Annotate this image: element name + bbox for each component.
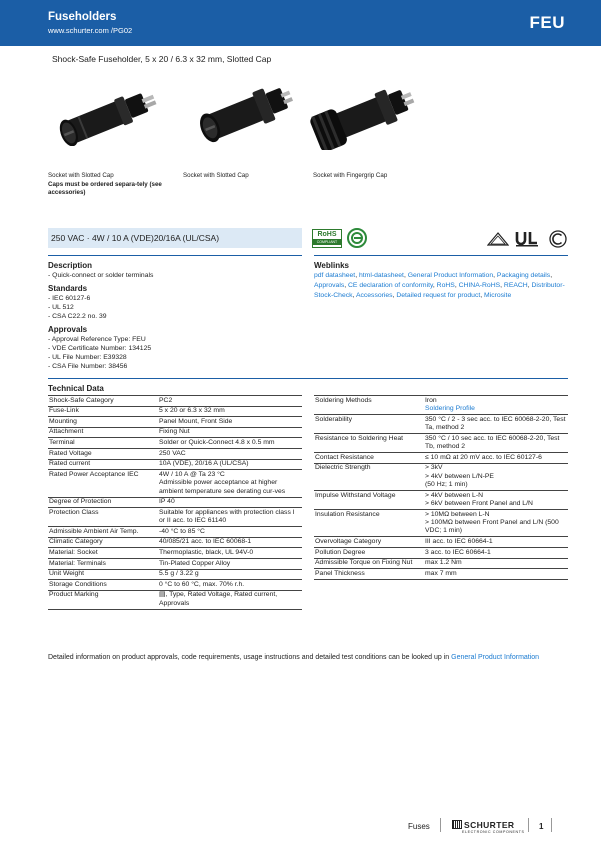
footer-divider (551, 818, 552, 832)
spec-value-line: > 100MΩ between Front Panel and L/N (500 VDC; 1 min) (425, 519, 559, 535)
spec-value (158, 580, 302, 591)
spec-value-line: (50 Hz; 1 min) (425, 481, 468, 488)
spec-label: Panel Thickness (314, 569, 424, 580)
spec-value (424, 463, 568, 490)
spec-label: Shock-Safe Category (48, 396, 158, 407)
spec-label: Resistance to Soldering Heat (314, 434, 424, 453)
standards-heading: Standards (48, 284, 88, 293)
table-row (48, 396, 302, 407)
table-row (48, 459, 302, 470)
weblink-detailed-request[interactable]: Detailed request for product (396, 292, 481, 299)
spec-value (158, 497, 302, 508)
spec-value-line: > 4kV between L/N-PE (425, 472, 494, 480)
table-row (314, 569, 568, 580)
table-row (48, 548, 302, 559)
spec-value-line: > 6kV between Front Panel and L/N (425, 500, 533, 507)
spec-value-line: Suitable for appliances with protection class I or II acc. to IEC 61140 (159, 508, 295, 525)
approvals-heading: Approvals (48, 325, 88, 334)
spec-value-line: III acc. to IEC 60664-1 (425, 538, 493, 545)
spec-label: Material: Terminals (48, 558, 158, 569)
divider-right (314, 255, 568, 256)
spec-value (158, 448, 302, 459)
spec-value (424, 569, 568, 580)
table-row (48, 569, 302, 580)
spec-label: Terminal (48, 438, 158, 449)
weblink-ce-declaration[interactable]: CE declaration of conformity (348, 282, 433, 289)
weblink-china-rohs[interactable]: CHINA-RoHS (458, 282, 501, 289)
table-row (314, 453, 568, 464)
product-caption-1: Socket with Slotted Cap Caps must be ordered separa-tely (see accessories) (48, 172, 173, 198)
weblink-microsite[interactable]: Microsite (484, 292, 512, 299)
product-caption-2: Socket with Slotted Cap (183, 172, 249, 179)
spec-value-line: 10A (VDE), 20/16 A (UL/CSA) (159, 460, 249, 468)
spec-label: Rated current (48, 459, 158, 470)
grid-logo-icon (452, 820, 462, 829)
table-row (314, 548, 568, 559)
table-row (314, 491, 568, 510)
table-row (48, 470, 302, 497)
spec-value (158, 527, 302, 538)
table-row (314, 558, 568, 569)
rating-bar (48, 228, 302, 248)
page-header (0, 0, 601, 46)
spec-value (424, 415, 568, 434)
spec-label: Storage Conditions (48, 580, 158, 591)
list-item: - UL File Number: E39328 (48, 354, 127, 361)
header-category: Fuseholders (48, 11, 117, 23)
table-row (48, 537, 302, 548)
china-rohs-icon (347, 228, 367, 248)
footer-divider (440, 818, 441, 832)
weblink-accessories[interactable]: Accessories (355, 292, 393, 299)
spec-label: Material: Socket (48, 548, 158, 559)
vde-approval-icon (487, 232, 509, 246)
weblink-html-datasheet[interactable]: html-datasheet (358, 272, 404, 279)
footnote-link[interactable]: General Product Information (451, 654, 540, 661)
spec-value (158, 417, 302, 428)
spec-value (158, 438, 302, 449)
footer-brand-logo (452, 820, 525, 834)
spec-value (158, 396, 302, 407)
technical-table-right (314, 395, 568, 580)
rohs-badge: RoHS COMPLIANT (312, 229, 342, 248)
weblinks-heading: Weblinks (314, 261, 349, 270)
spec-value-line: ▤, Type, Rated Voltage, Rated current, Approvals (159, 591, 278, 607)
product-image-slotted-cap-2 (188, 84, 296, 146)
description-list (48, 271, 153, 280)
spec-value-line: 350 °C / 10 sec acc. to IEC 60068-2-20, Test Tb, method 2 (425, 434, 560, 450)
spec-value (158, 406, 302, 417)
table-row (48, 438, 302, 449)
weblink-distributor-stock-check[interactable]: Distributor-Stock-Check (314, 282, 565, 299)
spec-value-line: 0 °C to 60 °C, max. 70% r.h. (159, 580, 245, 588)
table-row (48, 406, 302, 417)
spec-label: Degree of Protection (48, 497, 158, 508)
product-caption-3: Socket with Fingergrip Cap (313, 172, 388, 179)
spec-value-line: 40/085/21 acc. to IEC 60068-1 (159, 538, 252, 546)
spec-label: Climatic Category (48, 537, 158, 548)
spec-label: Impulse Withstand Voltage (314, 491, 424, 510)
spec-value-line: Iron (425, 396, 437, 404)
spec-value-line: 350 °C / 2 - 3 sec acc. to IEC 60068-2-20, Test Ta, method 2 (425, 415, 566, 431)
spec-label: Admissible Ambient Air Temp. (48, 527, 158, 538)
soldering-profile-link[interactable]: Soldering Profile (425, 405, 475, 412)
spec-value-line: IP 40 (159, 498, 175, 506)
spec-value (158, 537, 302, 548)
spec-value (424, 491, 568, 510)
spec-value (424, 396, 568, 415)
weblink-general-product-information[interactable]: General Product Information (407, 272, 494, 279)
list-item: - Approval Reference Type: FEU (48, 336, 146, 343)
divider-technical (48, 378, 568, 379)
table-row (48, 448, 302, 459)
spec-value-line: > 10MΩ between L-N (425, 510, 490, 518)
table-row (48, 580, 302, 591)
ul-recognized-icon (514, 230, 546, 248)
weblink-reach[interactable]: REACH (503, 282, 528, 289)
list-item: - CSA C22.2 no. 39 (48, 313, 107, 320)
table-row (314, 434, 568, 453)
table-row (48, 417, 302, 428)
product-caption-1-note: Caps must be ordered separa-tely (see accessories) (48, 180, 162, 196)
spec-value-line: Thermoplastic, black, UL 94V-0 (159, 548, 254, 556)
table-row (314, 537, 568, 548)
table-row (314, 396, 568, 415)
spec-label: Rated Voltage (48, 448, 158, 459)
csa-certified-icon (549, 230, 567, 248)
spec-label: Mounting (48, 417, 158, 428)
spec-value-line: 3 acc. to IEC 60664-1 (425, 548, 491, 556)
spec-value (158, 590, 302, 609)
list-item: - Quick-connect or solder terminals (48, 272, 154, 279)
spec-value-line: 4W / 10 A @ Ta 23 °C (159, 470, 225, 478)
table-row (48, 527, 302, 538)
description-heading: Description (48, 261, 93, 270)
spec-value-line: 250 VAC (159, 449, 186, 457)
standards-list (48, 294, 107, 321)
footnote-text: Detailed information on product approvals, code requirements, usage instructions and detailed test conditions can be looked up in (48, 654, 452, 661)
weblink-pdf-datasheet[interactable]: pdf datasheet (314, 272, 356, 279)
footer-page-number: 1 (539, 822, 544, 831)
spec-value-line: 5 x 20 or 6.3 x 32 mm (159, 407, 225, 415)
table-row (314, 463, 568, 490)
spec-label: Unit Weight (48, 569, 158, 580)
spec-value (424, 548, 568, 559)
spec-label: Product Marking (48, 590, 158, 609)
spec-value (158, 558, 302, 569)
spec-value-line: max 7 mm (425, 569, 457, 577)
list-item: - IEC 60127-6 (48, 295, 91, 302)
spec-label: Attachment (48, 427, 158, 438)
spec-value-line: Tin-Plated Copper Alloy (159, 559, 231, 567)
list-item: - CSA File Number: 38456 (48, 363, 128, 370)
spec-label: Overvoltage Category (314, 537, 424, 548)
technical-heading: Technical Data (48, 384, 104, 393)
spec-value-line: 5.5 g / 3.22 g (159, 570, 199, 578)
spec-value (424, 434, 568, 453)
footer-divider (528, 818, 529, 832)
list-item: - UL 512 (48, 304, 74, 311)
spec-value (158, 548, 302, 559)
spec-value (158, 459, 302, 470)
spec-value (424, 510, 568, 537)
approvals-list (48, 335, 151, 371)
spec-label: Rated Power Acceptance IEC (48, 470, 158, 497)
footer-brand-sub: ELECTRONIC COMPONENTS (462, 830, 525, 834)
product-image-fingergrip-cap (306, 84, 418, 150)
spec-value (424, 453, 568, 464)
spec-label: Dielectric Strength (314, 463, 424, 490)
spec-label: Admissible Torque on Fixing Nut (314, 558, 424, 569)
spec-value-line: > 4kV between L-N (425, 491, 483, 499)
header-url[interactable]: www.schurter.com /PG02 (48, 26, 133, 35)
header-product-code: FEU (529, 13, 565, 32)
spec-value-line: -40 °C to 85 °C (159, 527, 205, 535)
spec-value-line: > 3kV (425, 464, 443, 472)
spec-value (424, 537, 568, 548)
spec-label: Contact Resistance (314, 453, 424, 464)
footnote (48, 653, 568, 663)
table-row (48, 558, 302, 569)
table-row (48, 508, 302, 527)
spec-value-line: Admissible power acceptance at higher ambient temperature see derating cur-ves (159, 479, 286, 495)
spec-value-line: PC2 (159, 396, 173, 404)
spec-label: Insulation Resistance (314, 510, 424, 537)
list-item: - VDE Certificate Number: 134125 (48, 345, 152, 352)
weblink-approvals[interactable]: Approvals (314, 282, 345, 289)
weblink-packaging-details[interactable]: Packaging details (496, 272, 551, 279)
footer-brand: SCHURTER (464, 820, 515, 830)
table-row (314, 415, 568, 434)
spec-label: Pollution Degree (314, 548, 424, 559)
weblink-rohs[interactable]: RoHS (436, 282, 455, 289)
divider-left (48, 255, 302, 256)
table-row (48, 497, 302, 508)
spec-value (158, 470, 302, 497)
spec-value-line: max 1.2 Nm (425, 559, 462, 567)
table-row (314, 510, 568, 537)
spec-value (158, 427, 302, 438)
spec-label: Protection Class (48, 508, 158, 527)
spec-value-line: Solder or Quick-Connect 4.8 x 0.5 mm (159, 438, 275, 446)
spec-value (158, 569, 302, 580)
weblinks-list: pdf datasheet, html-datasheet, General Product Information, Packaging details, Approvals, CE declaration of conformity, RoHS, CHINA-RoHS, REACH, Distributor-Stock-Check, Accessories, Detailed request for product, Microsite (314, 272, 565, 299)
spec-label: Soldering Methods (314, 396, 424, 415)
page-subtitle: Shock-Safe Fuseholder, 5 x 20 / 6.3 x 32 mm, Slotted Cap (52, 54, 272, 64)
product-image-slotted-cap-1 (50, 88, 162, 146)
spec-value (424, 558, 568, 569)
spec-value-line: Fixing Nut (159, 428, 190, 436)
table-row (48, 590, 302, 609)
table-row (48, 427, 302, 438)
spec-value (158, 508, 302, 527)
rating-text: 250 VAC · 4W / 10 A (VDE)20/16A (UL/CSA) (51, 233, 220, 243)
spec-label: Fuse-Link (48, 406, 158, 417)
technical-table-left (48, 395, 302, 610)
spec-value-line: ≤ 10 mΩ at 20 mV acc. to IEC 60127-6 (425, 453, 542, 461)
spec-label: Solderability (314, 415, 424, 434)
spec-value-line: Panel Mount, Front Side (159, 417, 233, 425)
footer-section: Fuses (408, 822, 430, 831)
